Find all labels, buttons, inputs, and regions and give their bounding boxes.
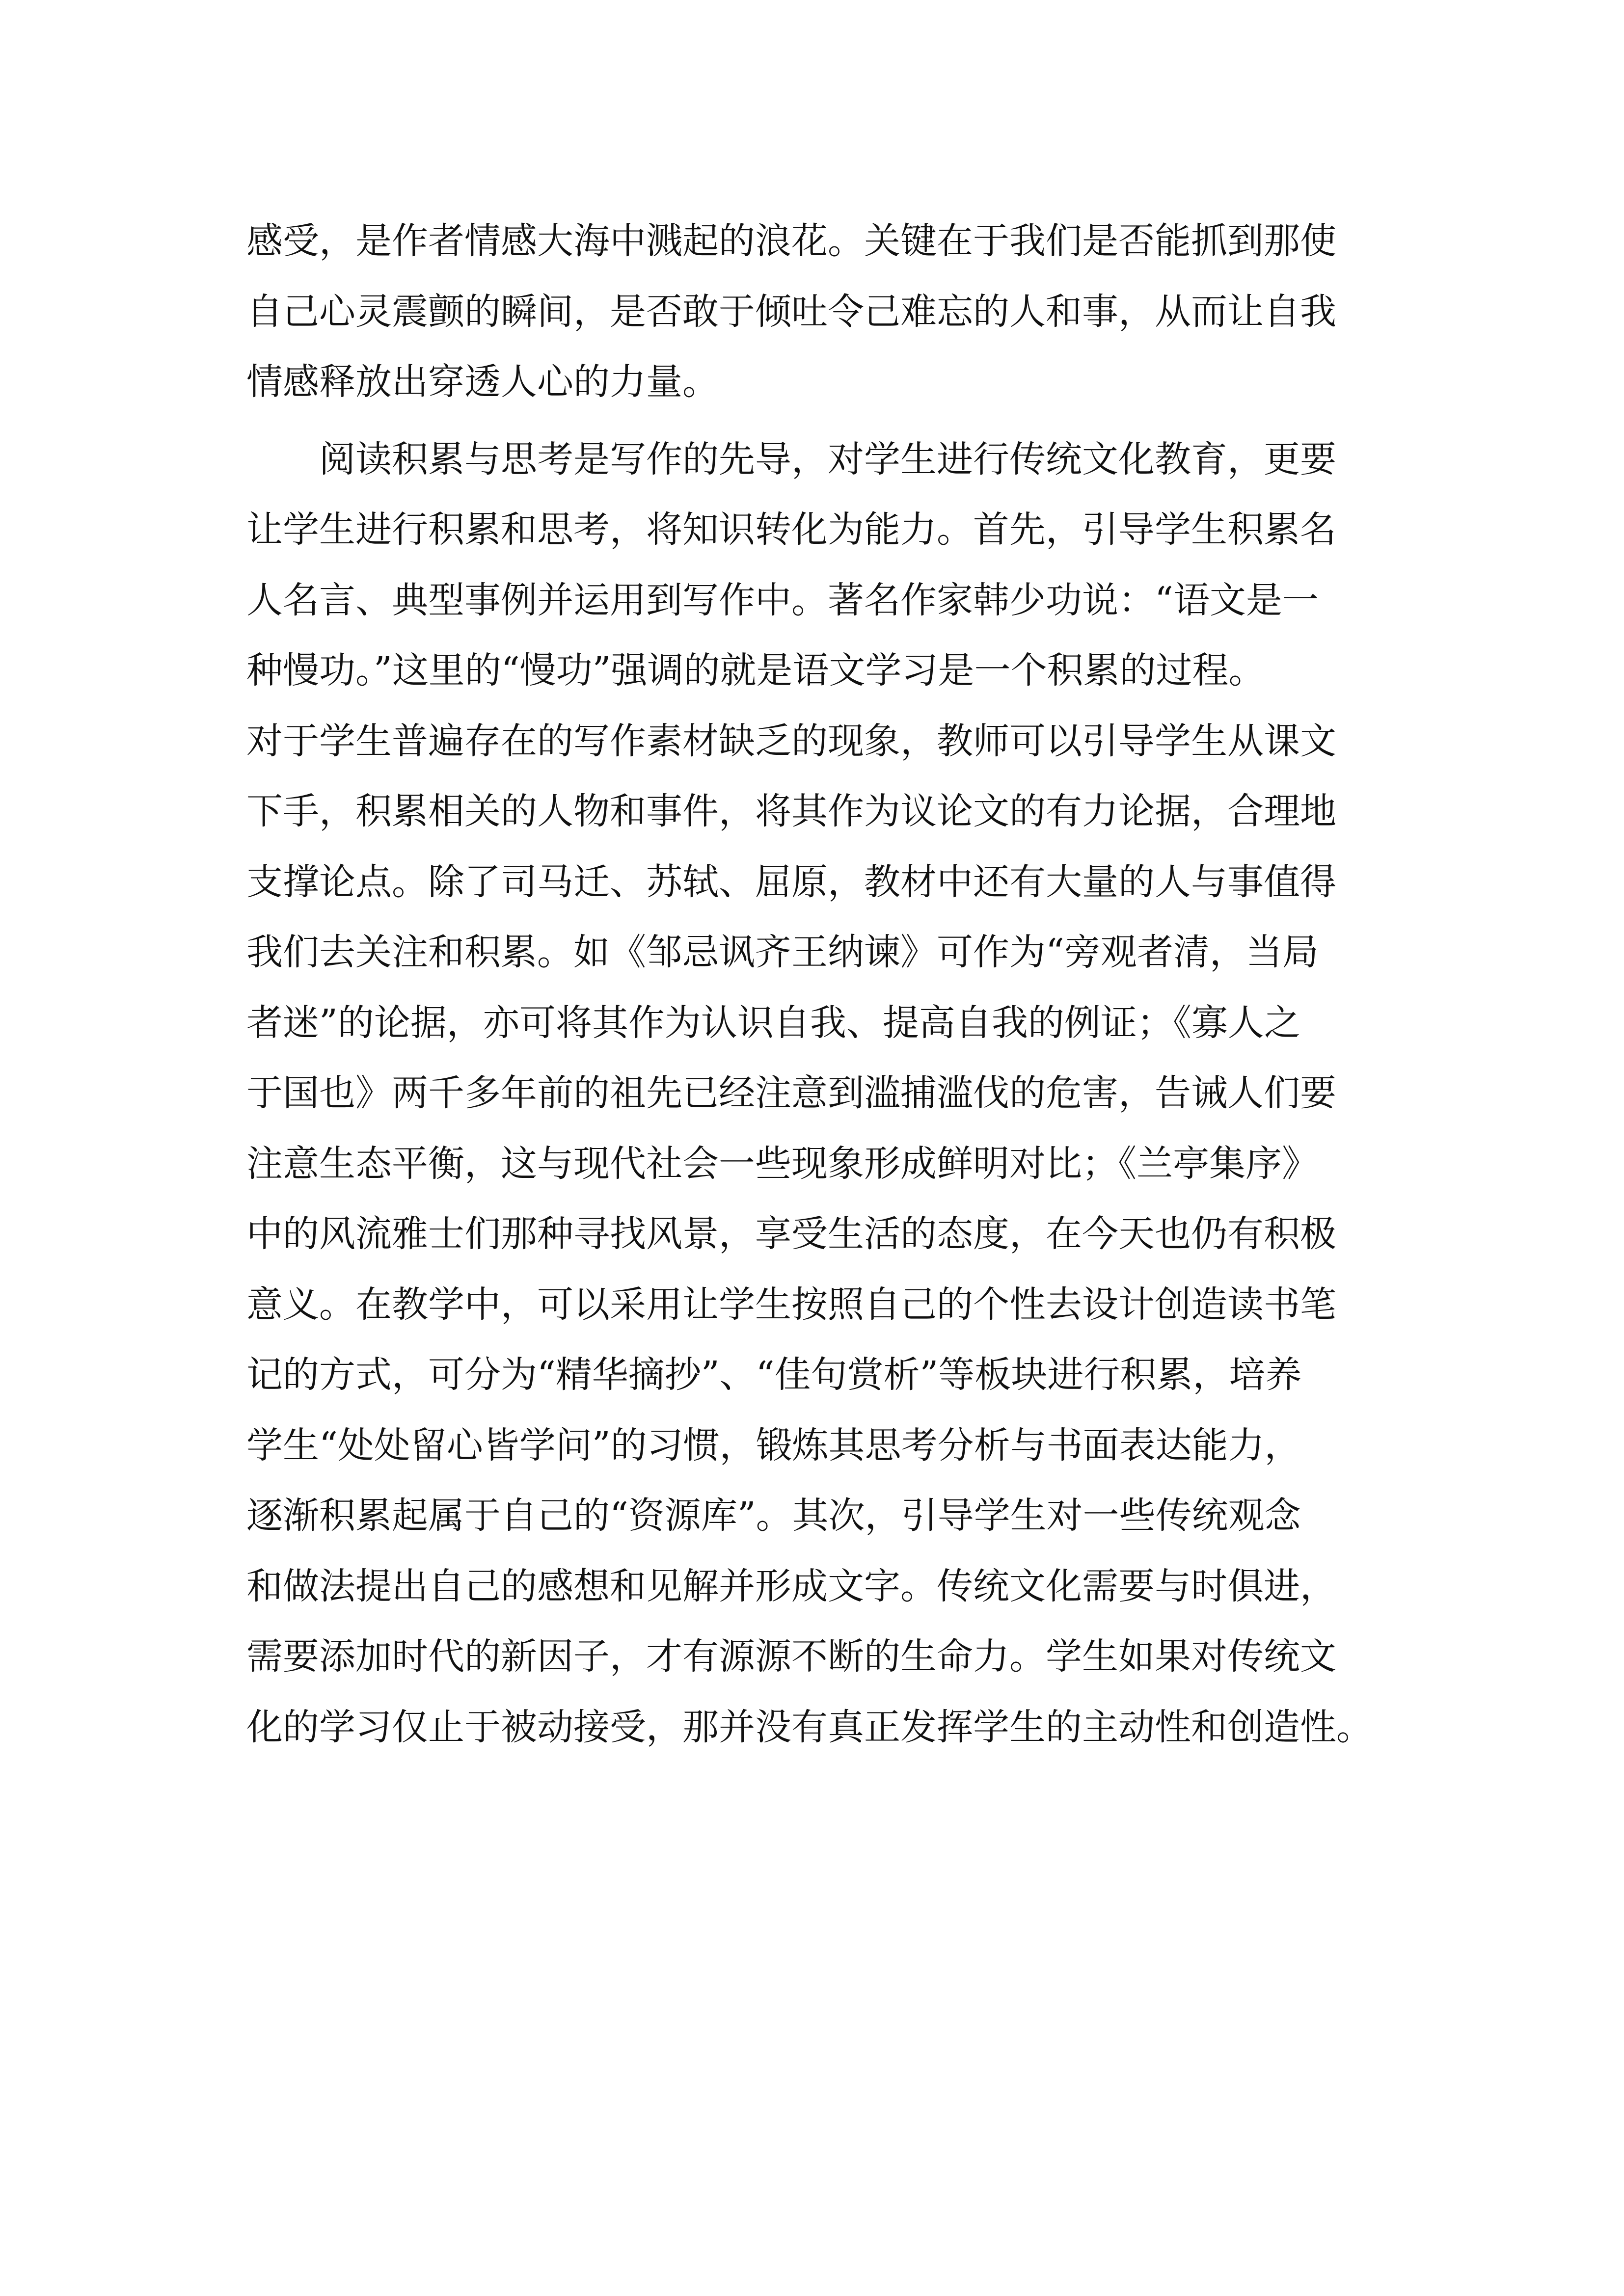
text-line: 需要添加时代的新因子，才有源源不断的生命力。学生如果对传统文 [246, 1635, 1336, 1678]
text-line: 情感释放出穿透人心的力量。 [246, 361, 719, 403]
text-line: 中的风流雅士们那种寻找风景，享受生活的态度，在今天也仍有积极 [246, 1213, 1336, 1255]
text-line: 让学生进行积累和思考，将知识转化为能力。首先，引导学生积累名 [246, 508, 1336, 551]
text-line: 自己心灵震颤的瞬间，是否敢于倾吐令己难忘的人和事，从而让自我 [246, 290, 1336, 333]
text-line: 逐渐积累起属于自己的“资源库”。其次，引导学生对一些传统观念 [246, 1495, 1301, 1537]
text-line: 意义。在教学中，可以采用让学生按照自己的个性去设计创造读书笔 [246, 1283, 1336, 1326]
text-line: 于国也》两千多年前的祖先已经注意到滥捕滥伐的危害，告诫人们要 [246, 1072, 1336, 1114]
text-line: 阅读积累与思考是写作的先导，对学生进行传统文化教育，更要 [246, 438, 1336, 481]
text-line: 学生“处处留心皆学问”的习惯，锻炼其思考分析与书面表达能力， [246, 1424, 1301, 1467]
text-line: 化的学习仅止于被动接受，那并没有真正发挥学生的主动性和创造性。 [246, 1706, 1373, 1748]
text-line: 感受，是作者情感大海中溅起的浪花。关键在于我们是否能抓到那使 [246, 220, 1336, 262]
text-line: 下手，积累相关的人物和事件，将其作为议论文的有力论据，合理地 [246, 790, 1336, 832]
text-line: 注意生态平衡，这与现代社会一些现象形成鲜明对比；《兰亭集序》 [246, 1142, 1318, 1185]
text-line: 对于学生普遍存在的写作素材缺乏的现象，教师可以引导学生从课文 [246, 720, 1336, 762]
text-line: 记的方式，可分为“精华摘抄”、“佳句赏析”等板块进行积累，培养 [246, 1354, 1302, 1396]
paragraph-spacing [246, 418, 1385, 425]
text-line: 支撑论点。除了司马迁、苏轼、屈原，教材中还有大量的人与事值得 [246, 860, 1336, 903]
text-line: 人名言、典型事例并运用到写作中。著名作家韩少功说：“语文是一 [246, 579, 1319, 621]
text-line: 和做法提出自己的感想和见解并形成文字。传统文化需要与时俱进， [246, 1565, 1336, 1607]
paragraph-1 [246, 206, 1385, 418]
text-line: 我们去关注和积累。如《邹忌讽齐王纳谏》可作为“旁观者清，当局 [246, 931, 1319, 973]
paragraph-2 [246, 425, 1385, 1763]
text-line: 者迷”的论据，亦可将其作为认识自我、提高自我的例证；《寡人之 [246, 1001, 1300, 1044]
text-line: 种慢功。”这里的“慢功”强调的就是语文学习是一个积累的过程。 [246, 649, 1265, 692]
body-text [246, 206, 1385, 1762]
